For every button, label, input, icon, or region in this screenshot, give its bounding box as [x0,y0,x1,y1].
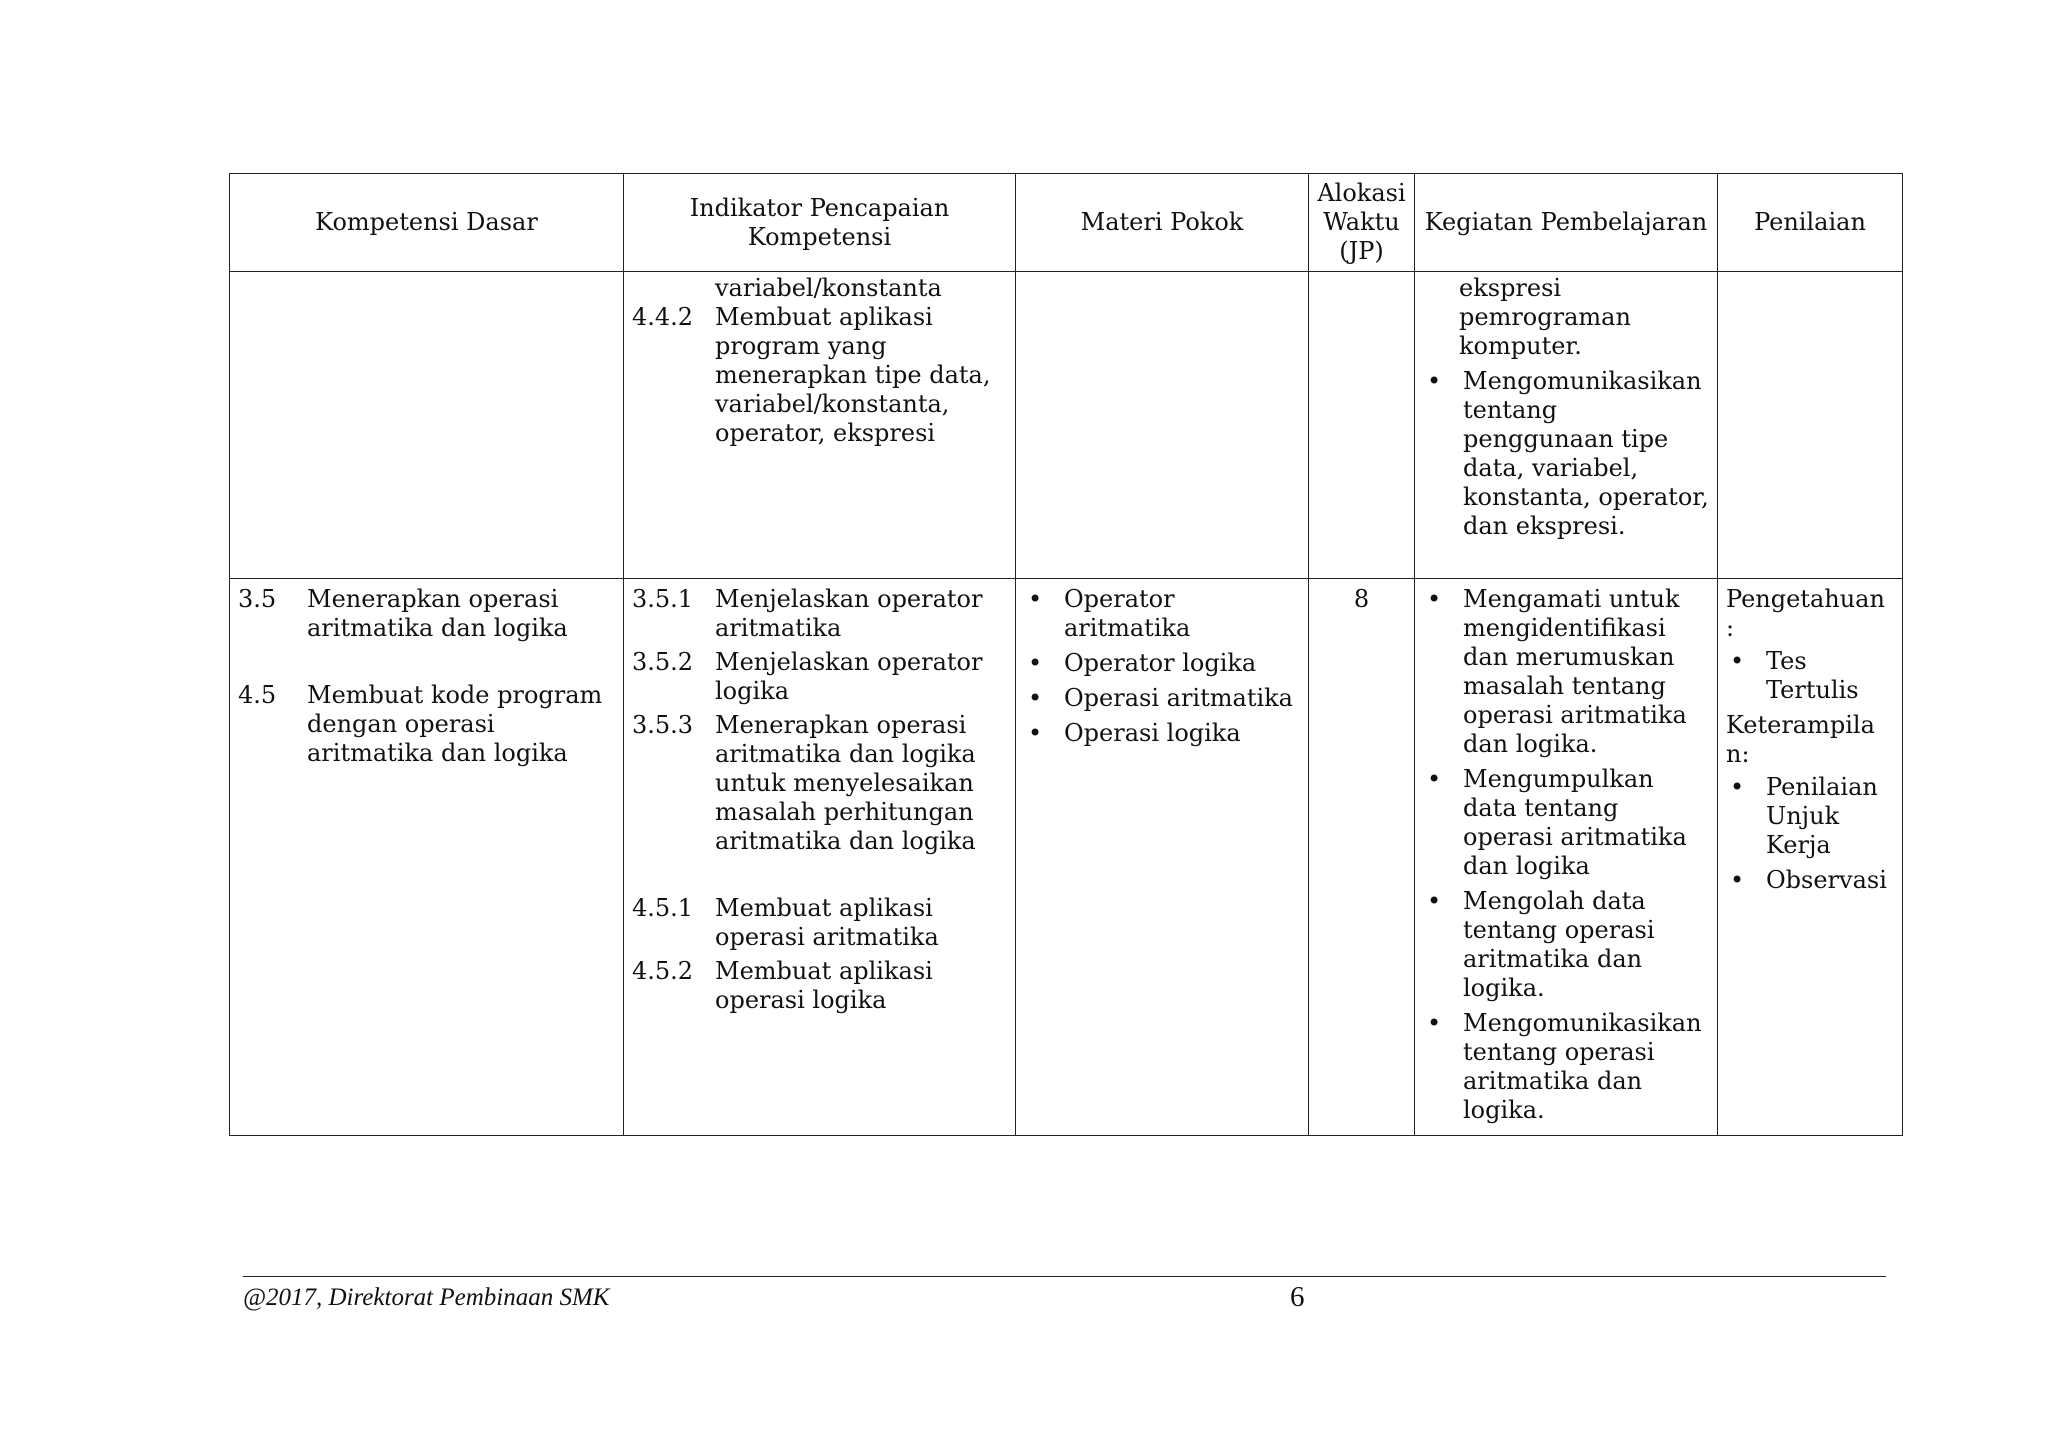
cell-penilaian-empty [1718,272,1903,579]
table-row [230,579,1903,1136]
list-item: • Penilaian Unjuk Kerja [1730,773,1878,859]
list-item: • Mengamati untuk mengidentifikasi dan merumuskan masalah tentang operasi aritmatika dan logika. [1427,585,1687,758]
cell-indikator [624,272,1016,579]
pengetahuan-colon: : [1726,614,1735,642]
cell-kegiatan [1415,579,1718,1136]
kd-item: 4.5 Membuat kode program dengan operasi aritmatika dan logika [238,681,603,767]
footer-divider [243,1276,1886,1277]
header-materi-pokok: Materi Pokok [1016,174,1309,272]
indikator-item: 3.5.2 Menjelaskan operator logika [632,648,983,705]
list-item: • Mengomunikasikan tentang operasi aritmatika dan logika. [1427,1009,1702,1124]
indikator-item: 3.5.1 Menjelaskan operator aritmatika [632,585,983,642]
cell-kd [230,579,624,1136]
indikator-item: 3.5.3 Menerapkan operasi aritmatika dan logika untuk menyelesaikan masalah perhitungan aritmatika dan logika [632,711,976,855]
page-number: 6 [1290,1281,1305,1313]
indikator-item: 4.4.2 Membuat aplikasi program yang menerapkan tipe data, variabel/konstanta, operator, ekspresi [632,303,991,447]
kegiatan-continuation: ekspresi pemrograman komputer. [1459,274,1631,360]
cell-indikator [624,579,1016,1136]
indikator-item: 4.5.2 Membuat aplikasi operasi logika [632,957,933,1014]
header-alokasi-waktu: Alokasi Waktu (JP) [1309,174,1415,272]
curriculum-table [229,173,1903,1136]
list-item: • Operator aritmatika [1028,585,1191,642]
list-item: • Operasi aritmatika [1028,684,1293,712]
cell-materi-empty [1016,272,1309,579]
keterampilan-label: Keterampila [1726,711,1875,739]
kd-item: 3.5 Menerapkan operasi aritmatika dan logika [238,585,568,642]
cell-alokasi [1309,579,1415,1136]
list-item: • Observasi [1730,866,1887,894]
cell-kegiatan [1415,272,1718,579]
header-indikator: Indikator Pencapaian Kompetensi [624,174,1016,272]
list-item: • Operasi logika [1028,719,1241,747]
header-kompetensi-dasar: Kompetensi Dasar [230,174,624,272]
indikator-continuation: variabel/konstanta [715,274,942,302]
list-item: • Mengomunikasikan tentang penggunaan tipe data, variabel, konstanta, operator, dan ekspresi. [1427,367,1709,540]
cell-kd-empty [230,272,624,579]
table-row [230,272,1903,579]
list-item: • Tes Tertulis [1730,647,1859,704]
cell-alokasi-empty [1309,272,1415,579]
indikator-item: 4.5.1 Membuat aplikasi operasi aritmatika [632,894,939,951]
pengetahuan-label: Pengetahuan [1726,585,1885,613]
alokasi-value: 8 [1353,585,1370,613]
cell-materi [1016,579,1309,1136]
footer-copyright: @2017, Direktorat Pembinaan SMK [243,1284,610,1311]
header-penilaian: Penilaian [1718,174,1903,272]
cell-penilaian [1718,579,1903,1136]
header-kegiatan-pembelajaran: Kegiatan Pembelajaran [1415,174,1718,272]
keterampilan-label-cont: n: [1726,740,1750,768]
list-item: • Operator logika [1028,649,1257,677]
table-header-row [230,174,1903,272]
list-item: • Mengumpulkan data tentang operasi aritmatika dan logika [1427,765,1687,880]
list-item: • Mengolah data tentang operasi aritmatika dan logika. [1427,887,1655,1002]
